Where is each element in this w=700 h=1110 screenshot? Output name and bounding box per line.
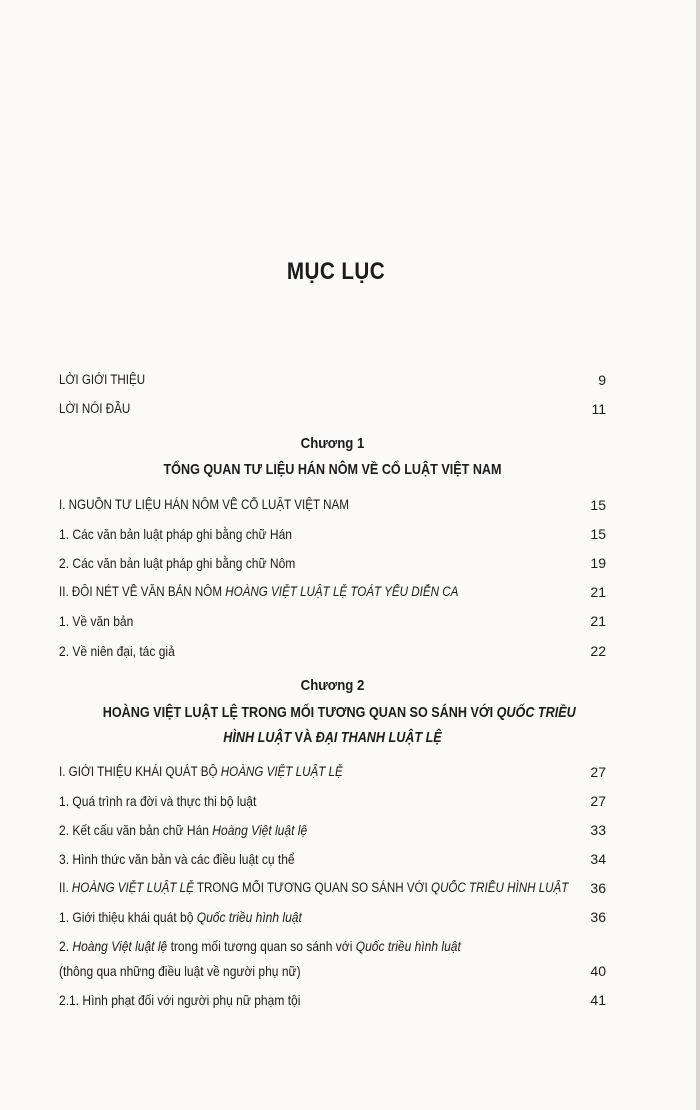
toc-entry xyxy=(59,526,606,548)
toc-entry-label: II. ĐÔI NÉT VỀ VĂN BẢN NÔM HOÀNG VIỆT LUẬT LỆ TOÁT YẾU DIỄN CA xyxy=(59,584,459,599)
toc-entry xyxy=(59,643,606,665)
toc-entry-label: 2. Kết cấu văn bản chữ Hán Hoàng Việt luật lệ xyxy=(59,822,308,838)
toc-entry-line-2 xyxy=(59,963,606,985)
toc-entry-label: II. HOÀNG VIỆT LUẬT LỆ TRONG MỐI TƯƠNG QUAN SO SÁNH VỚI QUỐC TRIỀU HÌNH LUẬT xyxy=(59,880,569,895)
toc-entry-label: I. NGUỒN TƯ LIỆU HÁN NÔM VỀ CỔ LUẬT VIỆT NAM xyxy=(59,497,349,512)
toc-entry xyxy=(59,584,606,606)
toc-entry-page: 11 xyxy=(591,401,606,417)
toc-entry-label: 2. Các văn bản luật pháp ghi bằng chữ Nôm xyxy=(59,555,296,571)
toc-entry xyxy=(59,880,606,902)
toc-entry-page: 41 xyxy=(590,992,606,1008)
toc-entry-page: 15 xyxy=(590,526,606,542)
toc-entry-label: LỜI NÓI ĐẦU xyxy=(59,401,131,416)
chapter-2-title-line-2: HÌNH LUẬT VÀ ĐẠI THANH LUẬT LỆ xyxy=(223,729,442,746)
toc-entry-page: 21 xyxy=(590,613,606,629)
toc-entry-page: 27 xyxy=(590,764,606,780)
toc-entry xyxy=(59,497,606,519)
toc-entry-page: 19 xyxy=(590,555,606,571)
toc-entry-label: 2. Về niên đại, tác giả xyxy=(59,643,175,659)
toc-entry-label: 2.1. Hình phạt đối với người phụ nữ phạm tội xyxy=(59,992,301,1008)
chapter-2-number: Chương 2 xyxy=(300,677,365,694)
toc-entry-label: 1. Các văn bản luật pháp ghi bằng chữ Hán xyxy=(59,526,292,542)
toc-entry xyxy=(59,909,606,931)
toc-entry-line-1 xyxy=(59,938,606,960)
toc-entry-page: 36 xyxy=(590,880,606,896)
toc-entry-page: 36 xyxy=(590,909,606,925)
toc-entry-loi-noi-dau xyxy=(59,401,606,423)
chapter-2-title-line-1: HOÀNG VIỆT LUẬT LỆ TRONG MỐI TƯƠNG QUAN SO SÁNH VỚI QUỐC TRIỀU xyxy=(102,704,576,721)
toc-entry-page: 22 xyxy=(590,643,606,659)
toc-entry xyxy=(59,764,606,786)
page-edge xyxy=(696,0,700,1110)
toc-title: MỤC LỤC xyxy=(286,258,386,285)
toc-entry-page: 15 xyxy=(590,497,606,513)
toc-entry-label: 1. Giới thiệu khái quát bộ Quốc triều hình luật xyxy=(59,909,302,925)
toc-entry-loi-gioi-thieu xyxy=(59,372,606,394)
toc-entry-label: LỜI GIỚI THIỆU xyxy=(59,372,146,387)
toc-entry xyxy=(59,992,606,1014)
toc-entry-page: 21 xyxy=(590,584,606,600)
toc-entry-label: (thông qua những điều luật về người phụ nữ) xyxy=(59,963,301,979)
toc-entry-page: 40 xyxy=(590,963,606,979)
toc-entry-label: 2. Hoàng Việt luật lệ trong mối tương quan so sánh với Quốc triều hình luật xyxy=(59,938,461,954)
toc-entry-page: 34 xyxy=(590,851,606,867)
toc-entry xyxy=(59,851,606,873)
chapter-1-number: Chương 1 xyxy=(300,435,365,452)
toc-entry-label: 1. Quá trình ra đời và thực thi bộ luật xyxy=(59,793,257,809)
toc-entry xyxy=(59,555,606,577)
toc-entry-label: 3. Hình thức văn bản và các điều luật cụ thể xyxy=(59,851,295,867)
toc-entry-label: 1. Về văn bản xyxy=(59,613,134,629)
toc-entry-page: 33 xyxy=(590,822,606,838)
toc-entry xyxy=(59,793,606,815)
toc-entry-label: I. GIỚI THIỆU KHÁI QUÁT BỘ HOÀNG VIỆT LUẬT LỆ xyxy=(59,764,343,779)
toc-entry xyxy=(59,613,606,635)
chapter-1-title: TỔNG QUAN TƯ LIỆU HÁN NÔM VỀ CỔ LUẬT VIỆT NAM xyxy=(163,461,502,478)
toc-entry xyxy=(59,822,606,844)
toc-entry-page: 27 xyxy=(590,793,606,809)
toc-entry-page: 9 xyxy=(598,372,606,388)
